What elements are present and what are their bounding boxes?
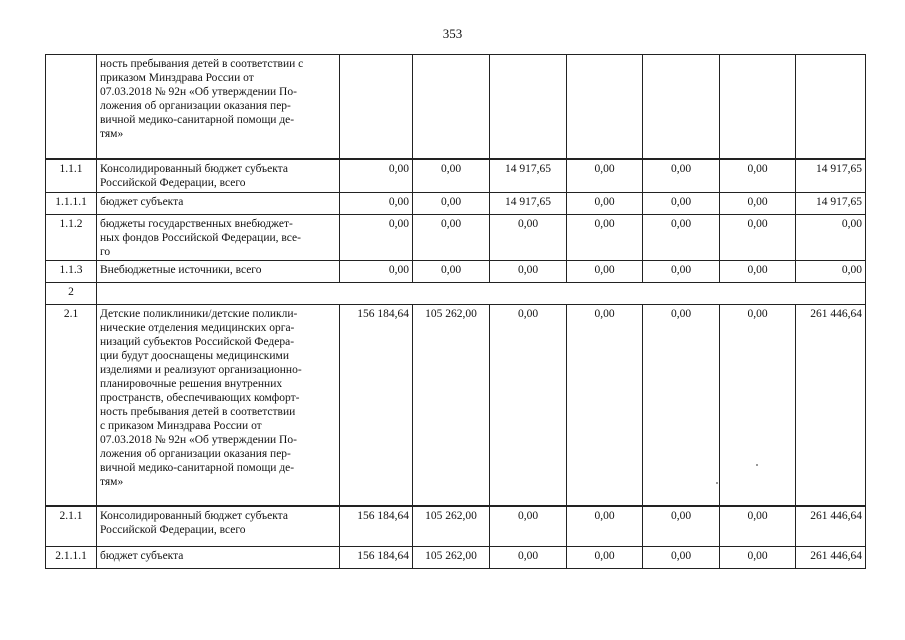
amount-cell: 0,00 — [720, 215, 796, 261]
amount-cell — [340, 55, 413, 159]
description-line: го — [100, 246, 111, 258]
amount-cell: 261 446,64 — [796, 506, 866, 547]
row-description-cell — [97, 261, 340, 283]
description-line: вичной медико-санитарной помощи де- — [100, 114, 295, 126]
table-row — [46, 283, 866, 305]
amount-cell: 0,00 — [567, 159, 643, 193]
row-description-cell — [97, 305, 340, 506]
row-code-cell: 1.1.1.1 — [46, 193, 97, 215]
amount-cell: 0,00 — [340, 215, 413, 261]
row-code-cell: 1.1.1 — [46, 159, 97, 193]
description-line: ность пребывания детей в соответствии с — [100, 58, 304, 70]
amount-cell: 0,00 — [643, 193, 720, 215]
description-line: приказом Минздрава России от — [100, 72, 254, 84]
description-line: низаций субъектов Российской Федера- — [100, 336, 295, 348]
row-code-cell: 2.1.1 — [46, 506, 97, 547]
amount-cell: 0,00 — [340, 193, 413, 215]
row-code-cell: 2 — [46, 283, 97, 305]
amount-cell: 0,00 — [490, 506, 567, 547]
amount-cell: 14 917,65 — [490, 159, 567, 193]
amount-cell: 14 917,65 — [490, 193, 567, 215]
amount-cell: 261 446,64 — [796, 305, 866, 506]
description-line: ложения об организации оказания пер- — [100, 100, 291, 112]
amount-cell: 0,00 — [567, 193, 643, 215]
amount-cell: 0,00 — [643, 506, 720, 547]
amount-cell: 0,00 — [340, 159, 413, 193]
row-description-cell — [97, 506, 340, 547]
amount-cell: 0,00 — [720, 547, 796, 569]
description-line: Российской Федерации, всего — [100, 523, 246, 536]
description-line: Внебюджетные источники, всего — [100, 264, 262, 276]
amount-cell: 105 262,00 — [413, 506, 490, 547]
amount-cell: 156 184,64 — [340, 506, 413, 547]
description-line: бюджеты государственных внебюджет- — [100, 218, 293, 230]
description-line: Консолидированный бюджет субъекта — [100, 509, 288, 522]
amount-cell: 0,00 — [567, 506, 643, 547]
amount-cell: 0,00 — [413, 159, 490, 193]
table-row — [46, 193, 866, 215]
amount-cell: 0,00 — [340, 261, 413, 283]
scan-speck — [756, 464, 758, 466]
description-line: с приказом Минздрава России от — [100, 420, 262, 432]
amount-cell: 0,00 — [720, 305, 796, 506]
amount-cell — [413, 55, 490, 159]
row-code-cell: 2.1 — [46, 305, 97, 506]
amount-cell: 156 184,64 — [340, 305, 413, 506]
amount-cell: 0,00 — [490, 305, 567, 506]
amount-cell — [643, 55, 720, 159]
amount-cell: 0,00 — [490, 261, 567, 283]
description-line: Российской Федерации, всего — [100, 176, 246, 189]
row-code-cell: 1.1.3 — [46, 261, 97, 283]
amount-cell: 0,00 — [796, 215, 866, 261]
row-description-cell — [97, 215, 340, 261]
description-line: тям» — [100, 476, 124, 488]
budget-table — [45, 54, 866, 569]
description-line: бюджет субъекта — [100, 196, 184, 208]
row-code-cell: 1.1.2 — [46, 215, 97, 261]
amount-cell: 0,00 — [567, 261, 643, 283]
description-line: 07.03.2018 № 92н «Об утверждении По- — [100, 86, 297, 98]
amount-cell: 0,00 — [567, 215, 643, 261]
amount-cell: 0,00 — [720, 261, 796, 283]
description-line: Консолидированный бюджет субъекта — [100, 162, 288, 175]
table-row — [46, 261, 866, 283]
amount-cell: 156 184,64 — [340, 547, 413, 569]
amount-cell: 14 917,65 — [796, 193, 866, 215]
amount-cell: 0,00 — [413, 215, 490, 261]
row-description-cell — [97, 547, 340, 569]
amount-cell: 0,00 — [720, 159, 796, 193]
table-row — [46, 55, 866, 159]
amount-cell: 0,00 — [643, 305, 720, 506]
row-description-cell — [97, 193, 340, 215]
row-description-cell — [97, 159, 340, 193]
amount-cell: 0,00 — [643, 547, 720, 569]
amount-cell: 0,00 — [643, 215, 720, 261]
amount-cell — [490, 55, 567, 159]
amount-cell: 0,00 — [643, 159, 720, 193]
row-code-cell — [46, 55, 97, 159]
page-number: 353 — [442, 26, 463, 41]
amount-cell — [720, 55, 796, 159]
row-code-cell: 2.1.1.1 — [46, 547, 97, 569]
amount-cell — [567, 55, 643, 159]
description-line: ции будут дооснащены медицинскими — [100, 350, 289, 362]
amount-cell: 0,00 — [720, 506, 796, 547]
description-line: бюджет субъекта — [100, 550, 184, 562]
amount-cell: 0,00 — [643, 261, 720, 283]
description-line: нические отделения медицинских орга- — [100, 322, 295, 334]
table-row — [46, 305, 866, 506]
amount-cell: 0,00 — [567, 547, 643, 569]
description-line: 07.03.2018 № 92н «Об утверждении По- — [100, 434, 297, 446]
amount-cell: 261 446,64 — [796, 547, 866, 569]
amount-cell: 0,00 — [490, 547, 567, 569]
table-row — [46, 215, 866, 261]
amount-cell: 105 262,00 — [413, 547, 490, 569]
description-line: пространств, обеспечивающих комфорт- — [100, 392, 300, 404]
table-row — [46, 547, 866, 569]
table-row — [46, 159, 866, 193]
scan-speck — [716, 482, 718, 484]
amount-cell: 0,00 — [413, 261, 490, 283]
row-description-cell — [97, 283, 866, 305]
amount-cell: 14 917,65 — [796, 159, 866, 193]
table-row — [46, 506, 866, 547]
description-line: планировочные решения внутренних — [100, 378, 283, 390]
amount-cell: 0,00 — [567, 305, 643, 506]
description-line: ность пребывания детей в соответствии — [100, 406, 296, 418]
amount-cell: 0,00 — [413, 193, 490, 215]
description-line: ных фондов Российской Федерации, все- — [100, 232, 301, 244]
description-line: Детские поликлиники/детские поликли- — [100, 308, 298, 320]
amount-cell: 0,00 — [490, 215, 567, 261]
row-description-cell — [97, 55, 340, 159]
amount-cell: 0,00 — [720, 193, 796, 215]
description-line: ложения об организации оказания пер- — [100, 448, 291, 460]
description-line: вичной медико-санитарной помощи де- — [100, 462, 295, 474]
description-line: тям» — [100, 128, 124, 140]
description-line: изделиями и реализуют организационно- — [100, 364, 302, 376]
amount-cell: 0,00 — [796, 261, 866, 283]
amount-cell: 105 262,00 — [413, 305, 490, 506]
amount-cell — [796, 55, 866, 159]
